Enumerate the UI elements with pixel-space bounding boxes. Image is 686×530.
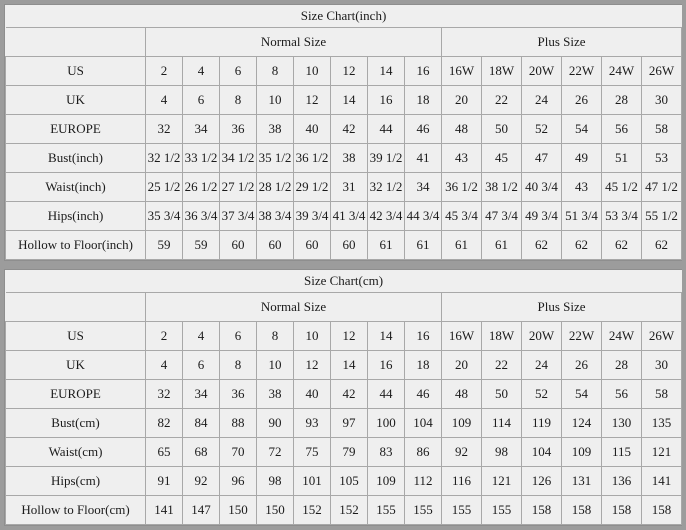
cell: 60 — [257, 231, 294, 260]
cell: 65 — [146, 438, 183, 467]
chart-title: Size Chart(cm) — [6, 270, 682, 293]
cell: 98 — [482, 438, 522, 467]
cell: 32 1/2 — [368, 173, 405, 202]
cell: 4 — [183, 322, 220, 351]
cell: 38 1/2 — [482, 173, 522, 202]
row-label: Hollow to Floor(cm) — [6, 496, 146, 525]
cell: 62 — [602, 231, 642, 260]
cell: 45 1/2 — [602, 173, 642, 202]
corner-cell — [6, 293, 146, 322]
cell: 14 — [368, 57, 405, 86]
cell: 44 — [368, 380, 405, 409]
cell: 62 — [562, 231, 602, 260]
table-row-title — [6, 270, 682, 293]
cell: 48 — [442, 115, 482, 144]
cell: 60 — [220, 231, 257, 260]
cell: 126 — [522, 467, 562, 496]
cell: 22 — [482, 351, 522, 380]
cell: 115 — [602, 438, 642, 467]
cell: 36 3/4 — [183, 202, 220, 231]
cell: 38 — [257, 115, 294, 144]
cell: 41 3/4 — [331, 202, 368, 231]
cell: 62 — [642, 231, 682, 260]
cell: 56 — [602, 380, 642, 409]
table-row — [6, 496, 682, 525]
table-row — [6, 86, 682, 115]
cell: 46 — [405, 380, 442, 409]
row-label: Waist(inch) — [6, 173, 146, 202]
table-row-title — [6, 5, 682, 28]
cell: 27 1/2 — [220, 173, 257, 202]
cell: 16 — [405, 57, 442, 86]
row-label: Waist(cm) — [6, 438, 146, 467]
cell: 14 — [331, 351, 368, 380]
cell: 40 3/4 — [522, 173, 562, 202]
cell: 54 — [562, 380, 602, 409]
cell: 29 1/2 — [294, 173, 331, 202]
size-chart-cm-table — [5, 270, 682, 525]
cell: 53 — [642, 144, 682, 173]
cell: 104 — [522, 438, 562, 467]
cell: 16 — [368, 351, 405, 380]
cell: 14 — [331, 86, 368, 115]
chart-title: Size Chart(inch) — [6, 5, 682, 28]
cell: 56 — [602, 115, 642, 144]
cell: 158 — [522, 496, 562, 525]
cell: 10 — [294, 322, 331, 351]
table-row — [6, 351, 682, 380]
cell: 28 — [602, 351, 642, 380]
cell: 60 — [331, 231, 368, 260]
cell: 45 3/4 — [442, 202, 482, 231]
cell: 109 — [368, 467, 405, 496]
cell: 91 — [146, 467, 183, 496]
cell: 152 — [331, 496, 368, 525]
cell: 6 — [220, 57, 257, 86]
cell: 12 — [294, 86, 331, 115]
cell: 47 3/4 — [482, 202, 522, 231]
cell: 10 — [294, 57, 331, 86]
cell: 50 — [482, 380, 522, 409]
cell: 121 — [482, 467, 522, 496]
cell: 39 3/4 — [294, 202, 331, 231]
cell: 8 — [220, 86, 257, 115]
cell: 40 — [294, 380, 331, 409]
cell: 97 — [331, 409, 368, 438]
cell: 100 — [368, 409, 405, 438]
cell: 98 — [257, 467, 294, 496]
cell: 38 — [257, 380, 294, 409]
cell: 38 3/4 — [257, 202, 294, 231]
cell: 36 — [220, 115, 257, 144]
cell: 42 — [331, 115, 368, 144]
cell: 158 — [562, 496, 602, 525]
cell: 18W — [482, 322, 522, 351]
cell: 8 — [220, 351, 257, 380]
table-row — [6, 57, 682, 86]
cell: 43 — [562, 173, 602, 202]
cell: 30 — [642, 86, 682, 115]
cell: 24 — [522, 86, 562, 115]
cell: 150 — [257, 496, 294, 525]
cell: 90 — [257, 409, 294, 438]
table-row — [6, 115, 682, 144]
row-label: Bust(cm) — [6, 409, 146, 438]
cell: 18W — [482, 57, 522, 86]
cell: 8 — [257, 57, 294, 86]
cell: 10 — [257, 351, 294, 380]
cell: 18 — [405, 351, 442, 380]
cell: 26 — [562, 86, 602, 115]
table-row — [6, 173, 682, 202]
cell: 34 — [405, 173, 442, 202]
cell: 39 1/2 — [368, 144, 405, 173]
cell: 22W — [562, 322, 602, 351]
cell: 14 — [368, 322, 405, 351]
cell: 52 — [522, 115, 562, 144]
table-row-groups — [6, 293, 682, 322]
cell: 6 — [183, 351, 220, 380]
cell: 50 — [482, 115, 522, 144]
cell: 155 — [442, 496, 482, 525]
cell: 92 — [183, 467, 220, 496]
cell: 43 — [442, 144, 482, 173]
cell: 34 — [183, 380, 220, 409]
table-row — [6, 438, 682, 467]
cell: 4 — [183, 57, 220, 86]
cell: 42 3/4 — [368, 202, 405, 231]
cell: 112 — [405, 467, 442, 496]
table-row-groups — [6, 28, 682, 57]
cell: 35 1/2 — [257, 144, 294, 173]
cell: 2 — [146, 57, 183, 86]
cell: 62 — [522, 231, 562, 260]
cell: 116 — [442, 467, 482, 496]
cell: 25 1/2 — [146, 173, 183, 202]
cell: 58 — [642, 380, 682, 409]
cell: 33 1/2 — [183, 144, 220, 173]
row-label: US — [6, 322, 146, 351]
size-chart-inch — [4, 4, 682, 261]
row-label: UK — [6, 86, 146, 115]
cell: 16W — [442, 322, 482, 351]
group-header-normal: Normal Size — [146, 293, 442, 322]
cell: 51 3/4 — [562, 202, 602, 231]
cell: 121 — [642, 438, 682, 467]
cell: 152 — [294, 496, 331, 525]
cell: 36 1/2 — [442, 173, 482, 202]
cell: 44 3/4 — [405, 202, 442, 231]
cell: 54 — [562, 115, 602, 144]
table-row — [6, 380, 682, 409]
cell: 61 — [482, 231, 522, 260]
cell: 101 — [294, 467, 331, 496]
cell: 60 — [294, 231, 331, 260]
cell: 41 — [405, 144, 442, 173]
table-row — [6, 144, 682, 173]
cell: 10 — [257, 86, 294, 115]
cell: 70 — [220, 438, 257, 467]
cell: 32 1/2 — [146, 144, 183, 173]
cell: 6 — [220, 322, 257, 351]
corner-cell — [6, 28, 146, 57]
cell: 155 — [482, 496, 522, 525]
cell: 38 — [331, 144, 368, 173]
cell: 88 — [220, 409, 257, 438]
cell: 28 — [602, 86, 642, 115]
cell: 82 — [146, 409, 183, 438]
cell: 40 — [294, 115, 331, 144]
cell: 22W — [562, 57, 602, 86]
cell: 109 — [442, 409, 482, 438]
cell: 68 — [183, 438, 220, 467]
table-row — [6, 231, 682, 260]
group-header-plus: Plus Size — [442, 28, 682, 57]
cell: 124 — [562, 409, 602, 438]
table-row — [6, 467, 682, 496]
cell: 105 — [331, 467, 368, 496]
cell: 79 — [331, 438, 368, 467]
cell: 59 — [146, 231, 183, 260]
size-chart-cm — [4, 269, 682, 526]
cell: 30 — [642, 351, 682, 380]
row-label: Bust(inch) — [6, 144, 146, 173]
cell: 12 — [294, 351, 331, 380]
cell: 49 3/4 — [522, 202, 562, 231]
cell: 141 — [642, 467, 682, 496]
cell: 119 — [522, 409, 562, 438]
cell: 36 1/2 — [294, 144, 331, 173]
cell: 92 — [442, 438, 482, 467]
cell: 147 — [183, 496, 220, 525]
cell: 158 — [602, 496, 642, 525]
cell: 18 — [405, 86, 442, 115]
group-header-normal: Normal Size — [146, 28, 442, 57]
cell: 12 — [331, 57, 368, 86]
cell: 6 — [183, 86, 220, 115]
cell: 135 — [642, 409, 682, 438]
cell: 31 — [331, 173, 368, 202]
cell: 20W — [522, 57, 562, 86]
cell: 58 — [642, 115, 682, 144]
cell: 86 — [405, 438, 442, 467]
row-label: Hips(cm) — [6, 467, 146, 496]
cell: 131 — [562, 467, 602, 496]
cell: 4 — [146, 86, 183, 115]
cell: 136 — [602, 467, 642, 496]
cell: 130 — [602, 409, 642, 438]
cell: 34 — [183, 115, 220, 144]
cell: 32 — [146, 115, 183, 144]
row-label: US — [6, 57, 146, 86]
cell: 47 1/2 — [642, 173, 682, 202]
cell: 36 — [220, 380, 257, 409]
cell: 83 — [368, 438, 405, 467]
cell: 26 — [562, 351, 602, 380]
cell: 75 — [294, 438, 331, 467]
cell: 34 1/2 — [220, 144, 257, 173]
cell: 20 — [442, 86, 482, 115]
cell: 42 — [331, 380, 368, 409]
cell: 47 — [522, 144, 562, 173]
cell: 20 — [442, 351, 482, 380]
table-row — [6, 202, 682, 231]
cell: 48 — [442, 380, 482, 409]
cell: 61 — [405, 231, 442, 260]
cell: 51 — [602, 144, 642, 173]
cell: 16W — [442, 57, 482, 86]
cell: 44 — [368, 115, 405, 144]
cell: 61 — [442, 231, 482, 260]
cell: 72 — [257, 438, 294, 467]
table-row — [6, 322, 682, 351]
cell: 52 — [522, 380, 562, 409]
cell: 61 — [368, 231, 405, 260]
cell: 45 — [482, 144, 522, 173]
cell: 26W — [642, 322, 682, 351]
cell: 53 3/4 — [602, 202, 642, 231]
cell: 8 — [257, 322, 294, 351]
cell: 26W — [642, 57, 682, 86]
cell: 49 — [562, 144, 602, 173]
cell: 24 — [522, 351, 562, 380]
cell: 104 — [405, 409, 442, 438]
cell: 46 — [405, 115, 442, 144]
table-row — [6, 409, 682, 438]
cell: 84 — [183, 409, 220, 438]
cell: 158 — [642, 496, 682, 525]
cell: 59 — [183, 231, 220, 260]
cell: 4 — [146, 351, 183, 380]
row-label: Hollow to Floor(inch) — [6, 231, 146, 260]
cell: 26 1/2 — [183, 173, 220, 202]
cell: 109 — [562, 438, 602, 467]
cell: 24W — [602, 322, 642, 351]
cell: 16 — [405, 322, 442, 351]
cell: 35 3/4 — [146, 202, 183, 231]
cell: 12 — [331, 322, 368, 351]
cell: 24W — [602, 57, 642, 86]
row-label: EUROPE — [6, 115, 146, 144]
cell: 32 — [146, 380, 183, 409]
cell: 141 — [146, 496, 183, 525]
cell: 150 — [220, 496, 257, 525]
cell: 155 — [405, 496, 442, 525]
cell: 2 — [146, 322, 183, 351]
size-chart-inch-table — [5, 5, 682, 260]
cell: 114 — [482, 409, 522, 438]
row-label: UK — [6, 351, 146, 380]
cell: 28 1/2 — [257, 173, 294, 202]
cell: 155 — [368, 496, 405, 525]
cell: 96 — [220, 467, 257, 496]
cell: 20W — [522, 322, 562, 351]
cell: 16 — [368, 86, 405, 115]
group-header-plus: Plus Size — [442, 293, 682, 322]
cell: 22 — [482, 86, 522, 115]
row-label: Hips(inch) — [6, 202, 146, 231]
row-label: EUROPE — [6, 380, 146, 409]
cell: 37 3/4 — [220, 202, 257, 231]
cell: 93 — [294, 409, 331, 438]
cell: 55 1/2 — [642, 202, 682, 231]
